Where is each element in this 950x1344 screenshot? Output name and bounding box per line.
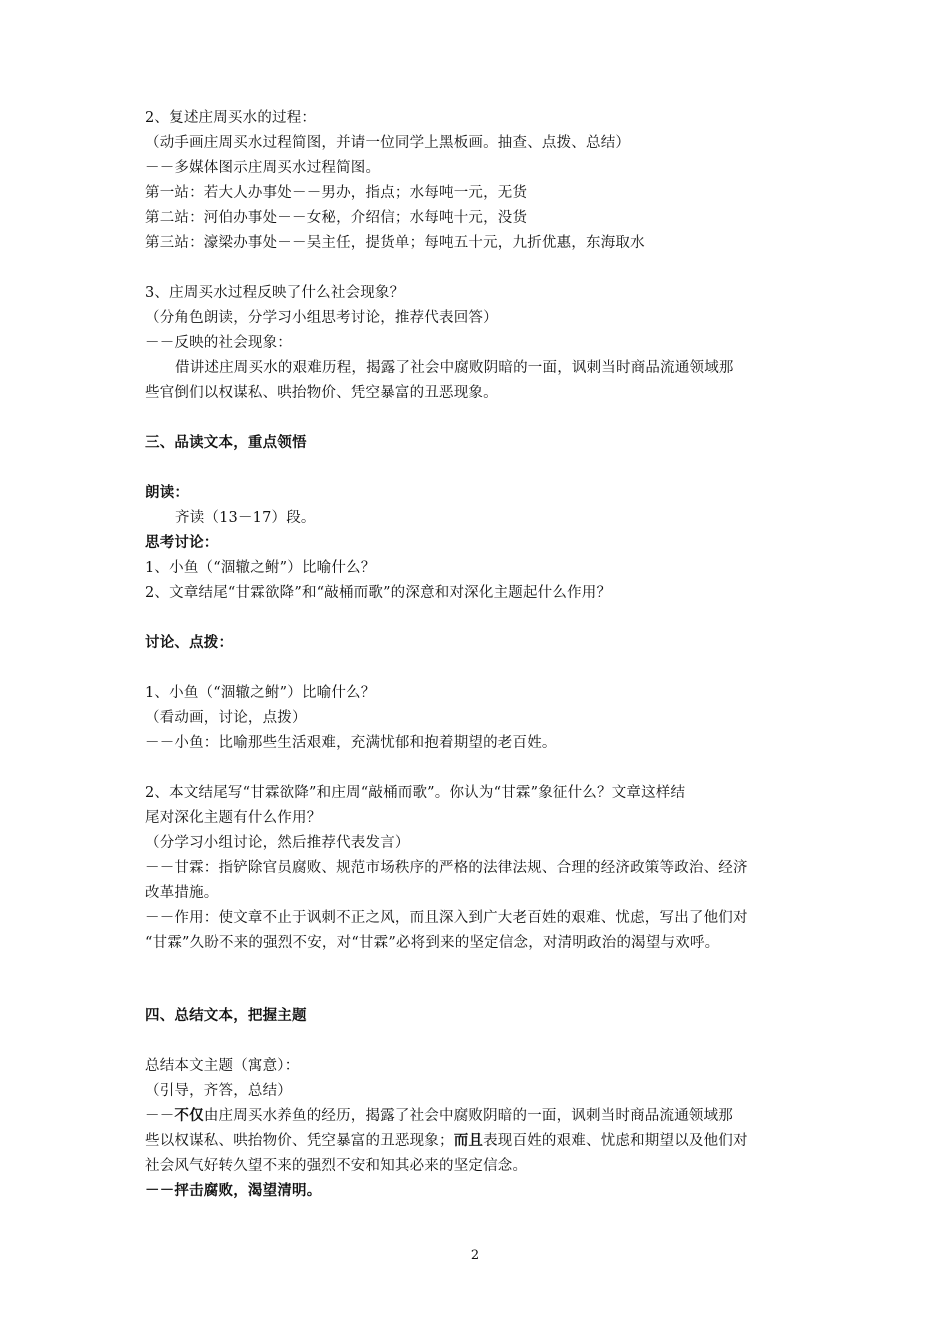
discuss-1-method: （看动画，讨论，点拨） [145,710,307,726]
summary-label: 总结本文主题（寓意）： [145,1058,300,1074]
discuss-2-answer-1-line-2: 改革措施。 [145,885,219,901]
discuss-1-question: 1、小鱼（“涸辙之鲋”）比喻什么？ [145,685,376,701]
summary-emphasis-but-also: 而且 [453,1133,484,1149]
question-3-label: －－反映的社会现象： [145,335,292,351]
discuss-2-answer-2-line-1: －－作用：使文章不止于讽刺不正之风，而且深入到广大老百姓的艰难、忧虑，写出了他们对 [145,910,748,926]
station-2: 第二站：河伯办事处－－女秘，介绍信；水每吨十元，没货 [145,210,528,226]
discuss-1-answer: －－小鱼：比喻那些生活艰难，充满忧郁和抱着期望的老百姓。 [145,735,557,751]
summary-line-1-prefix: －－ [145,1108,175,1124]
read-text: 齐读（13－17）段。 [175,510,316,526]
discuss-label: 讨论、点拨： [145,635,234,651]
think-question-1: 1、小鱼（“涸辙之鲋”）比喻什么？ [145,560,376,576]
discuss-2-question-line-1: 2、本文结尾写“甘霖欲降”和庄周“敲桶而歌”。你认为“甘霖”象征什么？文章这样结 [145,785,686,801]
read-label: 朗读： [145,485,190,501]
station-3: 第三站：濠梁办事处－－吴主任，提货单；每吨五十元，九折优惠，东海取水 [145,235,645,251]
question-3: 3、庄周买水过程反映了什么社会现象？ [145,285,405,301]
summary-line-2 [145,1131,748,1151]
summary-line-1-rest: 由庄周买水养鱼的经历，揭露了社会中腐败阴暗的一面，讽刺当时商品流通领域那 [203,1108,734,1124]
summary-line-3: 社会风气好转久望不来的强烈不安和知其必来的坚定信念。 [145,1158,528,1174]
discuss-2-answer-1-line-1: －－甘霖：指铲除官员腐败、规范市场秩序的严格的法律法规、合理的经济政策等政治、经济 [145,860,748,876]
summary-line-1 [145,1106,733,1126]
question-3-method: （分角色朗读，分学习小组思考讨论，推荐代表回答） [145,310,498,326]
discuss-2-method: （分学习小组讨论，然后推荐代表发言） [145,835,410,851]
question-3-answer-line-1: 借讲述庄周买水的艰难历程，揭露了社会中腐败阴暗的一面，讽刺当时商品流通领域那 [175,360,734,376]
summary-line-2-prefix: 些以权谋私、哄抬物价、凭空暴富的丑恶现象； [145,1133,454,1149]
section-4-heading: 四、总结文本，把握主题 [145,1008,307,1024]
think-question-2: 2、文章结尾“甘霖欲降”和“敲桶而歌”的深意和对深化主题起什么作用？ [145,585,612,601]
conclusion: －－抨击腐败，渴望清明。 [145,1183,322,1199]
section-3-heading: 三、品读文本，重点领悟 [145,435,307,451]
discuss-2-answer-2-line-2: “甘霖”久盼不来的强烈不安，对“甘霖”必将到来的坚定信念，对清明政治的渴望与欢呼。 [145,935,720,951]
question-2-method: （动手画庄周买水过程简图，并请一位同学上黑板画。抽查、点拨、总结） [145,135,631,151]
discuss-2-question-line-2: 尾对深化主题有什么作用？ [145,810,322,826]
question-2: 2、复述庄周买水的过程： [145,110,317,126]
page-number: 2 [470,1248,480,1263]
question-3-answer-line-2: 些官倒们以权谋私、哄抬物价、凭空暴富的丑恶现象。 [145,385,498,401]
station-1: 第一站：若大人办事处－－男办，指点；水每吨一元，无货 [145,185,528,201]
summary-line-2-rest: 表现百姓的艰难、忧虑和期望以及他们对 [483,1133,748,1149]
summary-method: （引导，齐答，总结） [145,1083,292,1099]
summary-emphasis-not-only: 不仅 [174,1108,204,1124]
question-2-media: －－多媒体图示庄周买水过程简图。 [145,160,381,176]
think-label: 思考讨论： [145,535,219,551]
